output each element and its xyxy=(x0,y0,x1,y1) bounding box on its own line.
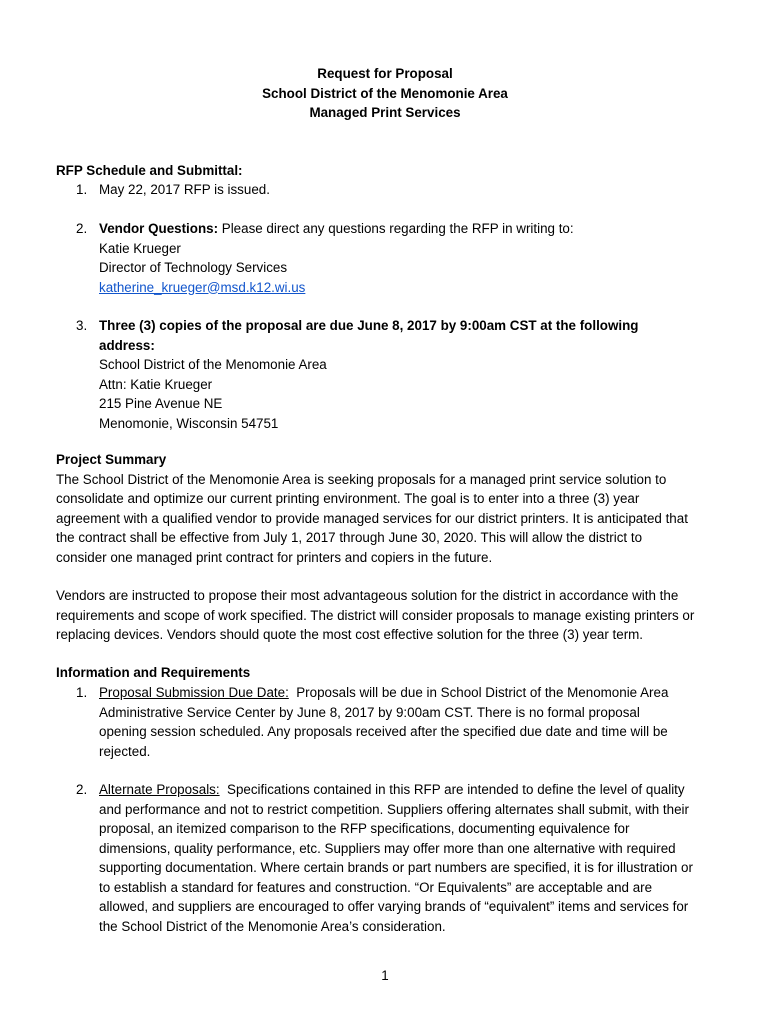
paragraph-line: consolidate and optimize our current printing environment. The goal is to enter into a three (3) year xyxy=(56,491,640,506)
paragraph-line: to establish a standard for features and construction. “Or Equivalents” are acceptable and are xyxy=(99,879,653,895)
address-line-2: Attn: Katie Krueger xyxy=(99,376,213,392)
vendor-questions-label: Vendor Questions: xyxy=(99,221,219,236)
paragraph-line: requirements and scope of work specified. The district will consider proposals to manage existing printers or xyxy=(56,607,695,623)
paragraph-line: opening session scheduled. Any proposals received after the specified due date and time will be xyxy=(99,724,668,739)
requirements-item-2 xyxy=(76,780,726,936)
project-summary-paragraph-2 xyxy=(56,586,726,645)
paragraph-line: consider one managed print contract for printers and copiers in the future. xyxy=(56,549,493,565)
list-number: 2. xyxy=(76,221,88,236)
project-summary-paragraph-1 xyxy=(56,470,726,568)
requirements-item-1 xyxy=(76,683,726,761)
vendor-questions-text: Please direct any questions regarding the RFP in writing to: xyxy=(218,221,574,236)
list-number: 3. xyxy=(76,318,88,333)
address-line-4: Menomonie, Wisconsin 54751 xyxy=(99,415,279,431)
contact-email-link[interactable]: katherine_krueger@msd.k12.wi.us xyxy=(99,279,306,295)
due-date-text: Proposals will be due in School District of the Menomonie Area xyxy=(288,685,669,700)
paragraph-line: rejected. xyxy=(99,743,151,759)
paragraph-line: supporting documentation. Where certain brands or part numbers are specified, it is for illustration or xyxy=(99,860,693,875)
paragraph-line: Administrative Service Center by June 8, 2017 by 9:00am CST. There is no formal proposal xyxy=(99,704,640,720)
paragraph-line: proposal, an itemized comparison to the RFP specifications, documenting equivalence for xyxy=(99,821,630,836)
alternate-proposals-text: Specifications contained in this RFP are intended to define the level of quality xyxy=(219,782,685,797)
project-summary-section xyxy=(56,450,726,567)
contact-name: Katie Krueger xyxy=(99,240,181,256)
requirements-heading: Information and Requirements xyxy=(56,665,251,680)
list-number: 1. xyxy=(76,685,88,700)
list-number: 2. xyxy=(76,782,88,797)
paragraph-line: the School District of the Menomonie Area’s consideration. xyxy=(99,918,446,934)
list-number: 1. xyxy=(76,182,88,197)
proposal-due-label-line-1: Three (3) copies of the proposal are due June 8, 2017 by 9:00am CST at the following xyxy=(99,318,639,333)
alternate-proposals-label: Alternate Proposals: xyxy=(99,782,220,797)
address-line-1: School District of the Menomonie Area xyxy=(99,357,327,372)
schedule-item-3 xyxy=(76,316,726,433)
schedule-item-1-text: May 22, 2017 RFP is issued. xyxy=(99,182,270,197)
schedule-item-2 xyxy=(76,219,726,297)
project-summary-heading: Project Summary xyxy=(56,452,167,467)
schedule-heading: RFP Schedule and Submittal: xyxy=(56,163,243,178)
contact-title: Director of Technology Services xyxy=(99,260,288,275)
document-title xyxy=(0,64,770,123)
paragraph-line: the contract shall be effective from July 1, 2017 through June 30, 2020. This will allow the district to xyxy=(56,530,643,545)
paragraph-line: allowed, and suppliers are encouraged to offer varying brands of “equivalent” items and services for xyxy=(99,899,689,914)
paragraph-line: The School District of the Menomonie Area is seeking proposals for a managed print service solution to xyxy=(56,471,667,487)
paragraph-line: agreement with a qualified vendor to provide managed services for our district printers. It is anticipated that xyxy=(56,510,688,526)
schedule-item-1 xyxy=(76,180,726,200)
proposal-due-label-line-2: address: xyxy=(99,337,155,353)
title-line-3: Managed Print Services xyxy=(309,105,461,120)
paragraph-line: and performance and not to restrict competition. Suppliers offering alternates shall submit, with their xyxy=(99,801,689,817)
paragraph-line: dimensions, quality performance, etc. Suppliers may offer more than one alternative with required xyxy=(99,840,676,856)
page-number: 1 xyxy=(381,968,389,983)
paragraph-line: Vendors are instructed to propose their most advantageous solution for the district in accordance with the xyxy=(56,588,679,603)
paragraph-line: replacing devices. Vendors should quote the most cost effective solution for the three (3) year term. xyxy=(56,627,644,642)
title-line-1: Request for Proposal xyxy=(317,66,453,81)
title-line-2: School District of the Menomonie Area xyxy=(262,85,508,101)
address-line-3: 215 Pine Avenue NE xyxy=(99,396,223,411)
due-date-label: Proposal Submission Due Date: xyxy=(99,685,289,700)
